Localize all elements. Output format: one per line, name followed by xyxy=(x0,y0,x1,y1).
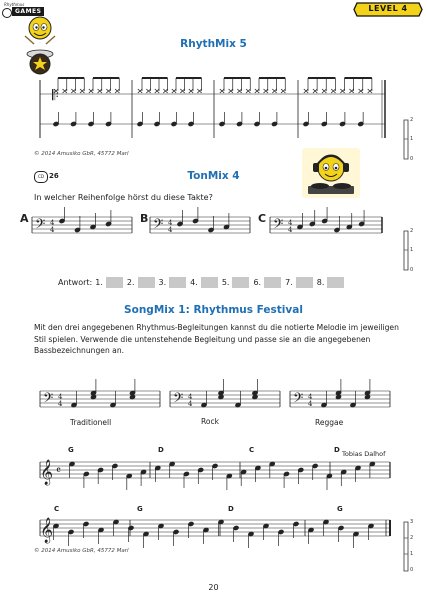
answer-slot-number: 4. xyxy=(190,278,198,287)
style-label-rock: Rock xyxy=(201,417,219,426)
time-signature: 4 xyxy=(168,226,173,234)
time-signature: 4 xyxy=(288,219,293,227)
chord-label: G xyxy=(137,505,143,513)
chord-label: D xyxy=(228,505,234,513)
answer-slot-number: 2. xyxy=(126,278,135,287)
bass-clef-icon: 𝄢 xyxy=(273,216,284,235)
composer-name: Tobias Dalhof xyxy=(342,450,386,458)
time-signature: 4 xyxy=(288,226,293,234)
bass-clef-icon: 𝄢 xyxy=(35,216,46,235)
treble-clef-icon: 𝄞 xyxy=(40,460,54,485)
time-signature: 4 xyxy=(188,400,193,408)
time-signature: 4 xyxy=(50,226,55,234)
answer-slot-number: 3. xyxy=(158,278,167,287)
time-signature: 4 xyxy=(308,400,313,408)
rhythmix-title: RhythMix 5 xyxy=(180,38,247,50)
style-label-reggae: Reggae xyxy=(315,418,344,427)
time-signature: 4 xyxy=(168,219,173,227)
answer-label: Antwort: xyxy=(58,278,93,287)
scale-label: 1 xyxy=(410,247,414,253)
time-signature: 4 xyxy=(58,400,63,408)
answer-slot-number: 7. xyxy=(285,278,293,287)
logo-text: GAMES xyxy=(12,7,44,16)
answer-slot-number: 1. xyxy=(95,278,103,287)
scale-label: 1 xyxy=(410,136,414,142)
level-text: LEVEL 4 xyxy=(368,4,408,13)
time-signature: 4 xyxy=(58,393,63,401)
tonmix-instruction: In welcher Reihenfolge hörst du diese Takte? xyxy=(34,193,213,202)
scale-label: 0 xyxy=(410,156,414,162)
tonmix-title: TonMix 4 xyxy=(187,170,240,182)
treble-clef-icon: 𝄞 xyxy=(40,518,54,543)
side-scale-3 xyxy=(399,519,414,573)
logo-small-text: Rhythmus xyxy=(4,2,25,7)
scale-label: 2 xyxy=(410,535,414,541)
answer-slot-number: 8. xyxy=(316,278,325,287)
songmix-title: SongMix 1: Rhythmus Festival xyxy=(124,304,303,316)
scale-label: 2 xyxy=(410,117,414,123)
option-c-label: C xyxy=(258,212,267,225)
songmix-copyright: © 2014 Amusiko GbR, 45772 Marl xyxy=(34,548,129,554)
scale-label: 1 xyxy=(410,551,414,557)
time-signature: 4 xyxy=(50,219,55,227)
chord-label: G xyxy=(68,446,74,454)
answer-slot-number: 5. xyxy=(221,278,230,287)
option-a-label: A xyxy=(20,212,29,225)
bass-clef-icon: 𝄢 xyxy=(293,390,304,409)
bass-clef-icon: 𝄢 xyxy=(173,390,184,409)
common-time-sign: 𝄴 xyxy=(56,464,61,477)
chord-label: C xyxy=(54,505,60,513)
style-label-traditionell: Traditionell xyxy=(70,418,112,427)
scale-label: 0 xyxy=(410,267,414,273)
scale-label: 2 xyxy=(410,228,414,234)
scale-label: 0 xyxy=(410,567,414,573)
time-signature: 4 xyxy=(188,393,193,401)
option-b-label: B xyxy=(140,212,149,225)
chord-label: C xyxy=(249,446,255,454)
answer-slot-number: 6. xyxy=(253,278,262,287)
time-signature: 4 xyxy=(308,393,313,401)
scale-label: 3 xyxy=(410,519,414,525)
bass-clef-icon: 𝄢 xyxy=(43,390,54,409)
track-number: 26 xyxy=(49,172,59,180)
cd-track-icon: CD xyxy=(34,171,48,183)
chord-label: D xyxy=(334,446,340,454)
chord-label: G xyxy=(337,505,343,513)
rhythmix-copyright: © 2014 Amusiko GbR, 45772 Marl xyxy=(34,151,129,157)
songmix-paragraph: Mit den drei angegebenen Rhythmus-Begleitungen kannst du die notierte Melodie im jeweiligen Stil spielen. Verwende die untenstehende Begleitung und passe sie an die angegebenen Bassbezeichnungen an. xyxy=(34,323,399,355)
page-number: 20 xyxy=(208,583,219,592)
chord-label: D xyxy=(158,446,164,454)
repeat-sign: 𝄆 xyxy=(52,88,59,104)
bass-clef-icon: 𝄢 xyxy=(153,216,164,235)
